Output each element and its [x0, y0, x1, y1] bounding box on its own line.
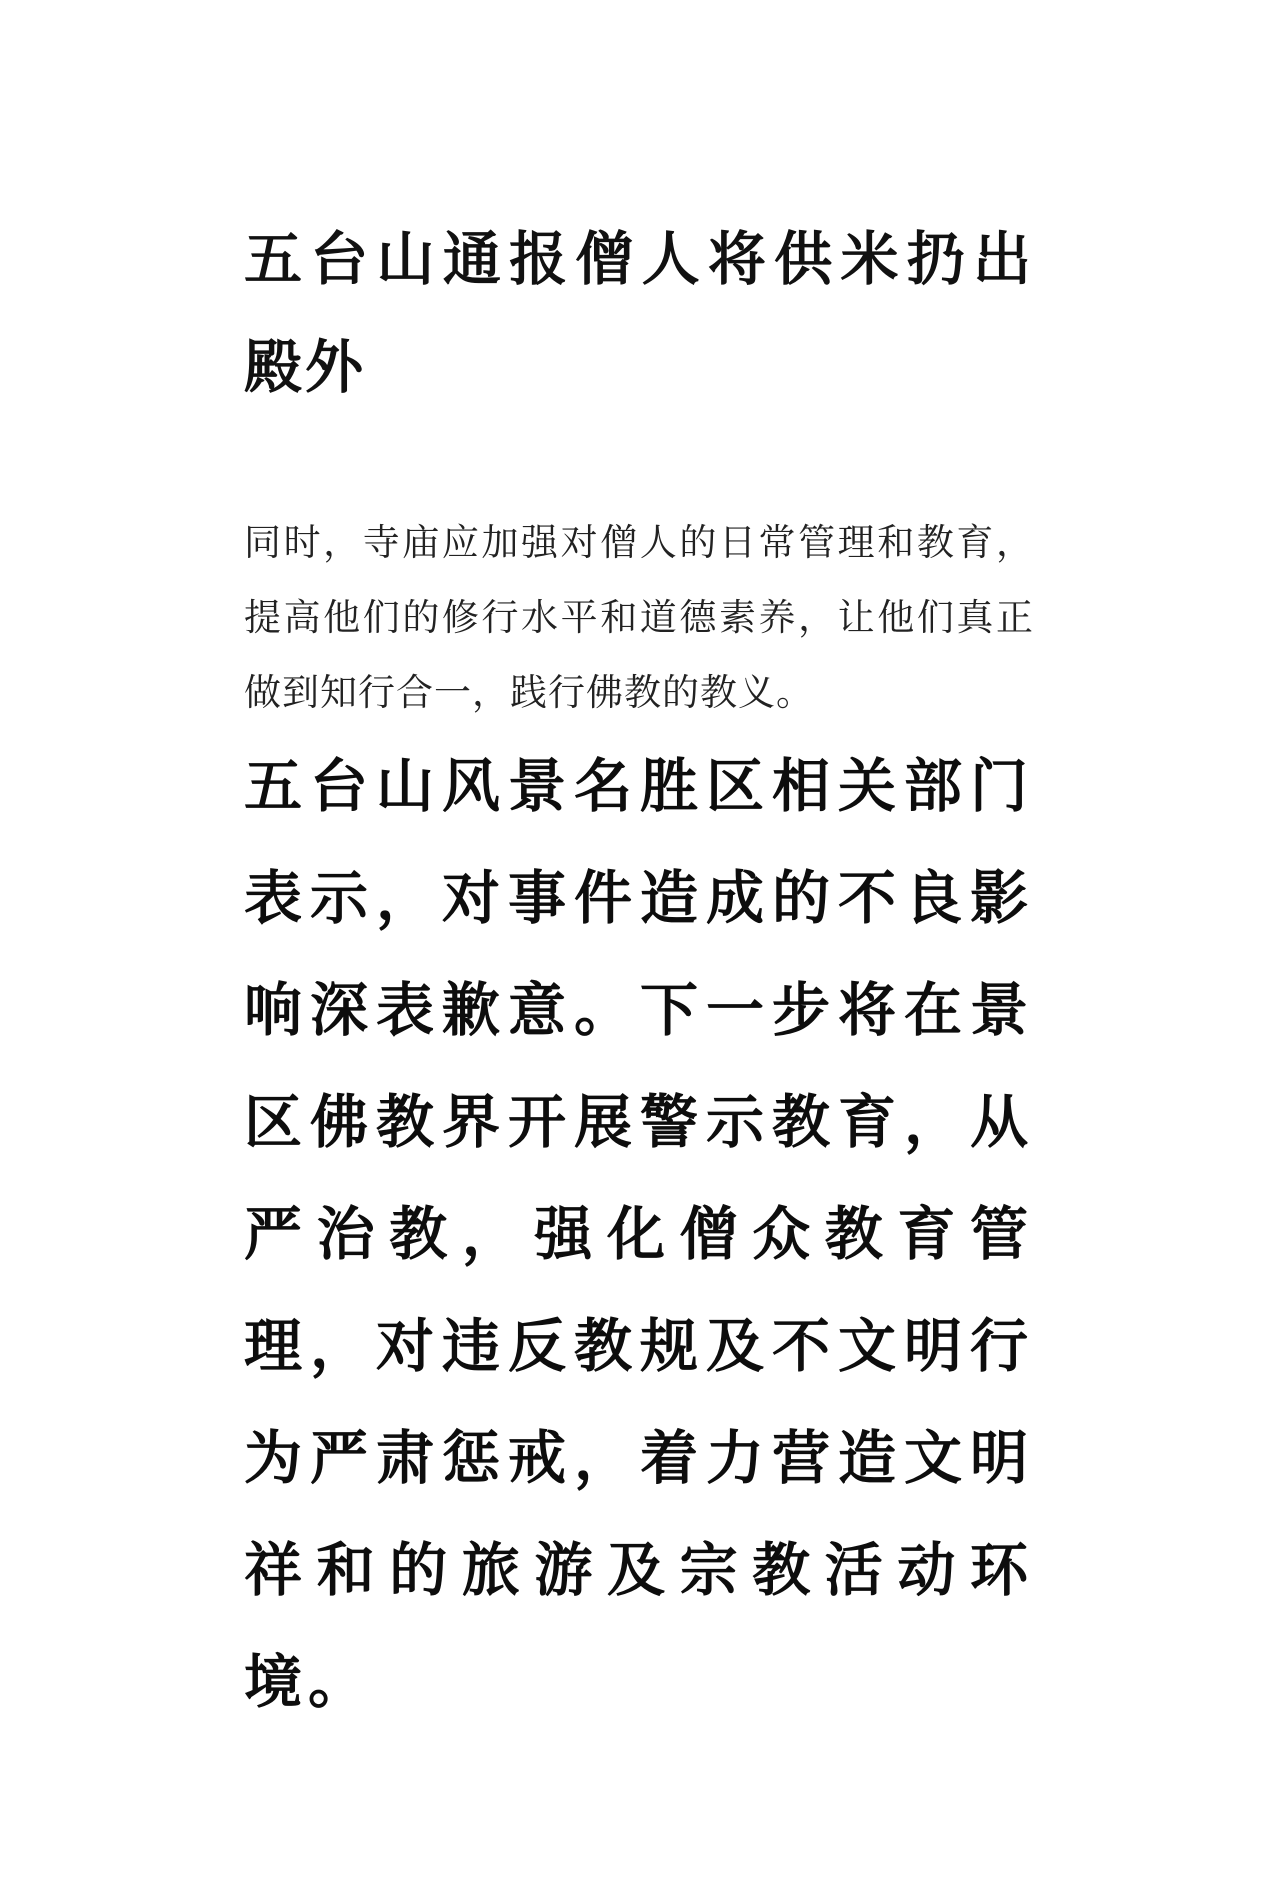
- lead-paragraph: 同时，寺庙应加强对僧人的日常管理和教育，提高他们的修行水平和道德素养，让他们真正做到知行合一，践行佛教的教义。: [244, 521, 1034, 714]
- statement-paragraph: 五台山风景名胜区相关部门表示，对事件造成的不良影响深表歉意。下一步将在景区佛教界开展警示教育，从严治教，强化僧众教育管理，对违反教规及不文明行为严肃惩戒，着力营造文明祥和的旅游及宗教活动环境。: [244, 752, 1034, 1716]
- article-body: [244, 0, 1034, 1883]
- article-title: 五台山通报僧人将供米扔出殿外: [244, 225, 1034, 401]
